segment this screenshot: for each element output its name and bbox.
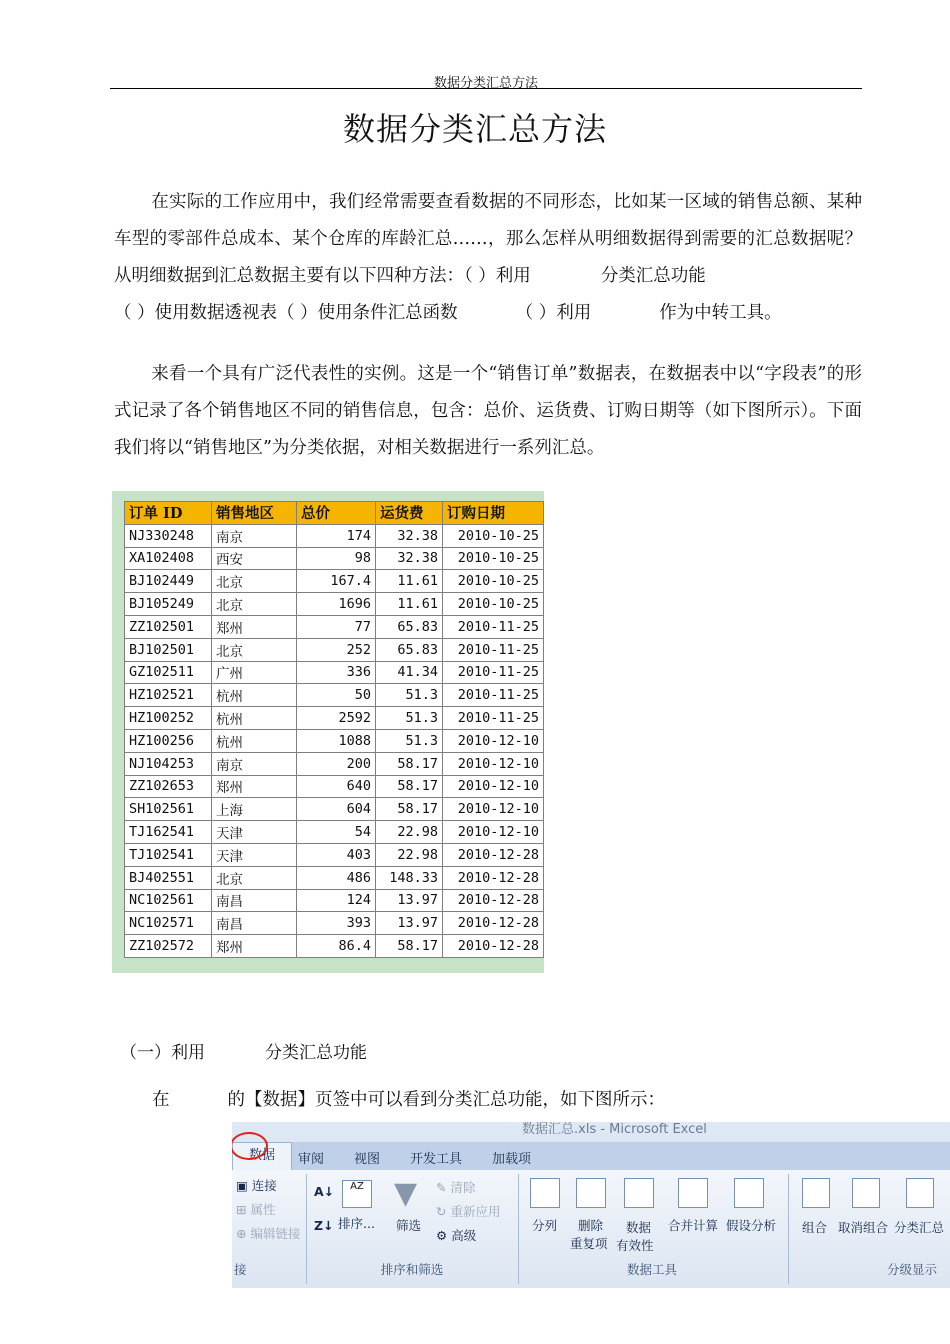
section-heading <box>120 1038 367 1063</box>
table-cell: 22.98 <box>376 843 443 866</box>
subtotal-icon <box>906 1178 934 1208</box>
connections-group-label: 接 <box>234 1262 247 1277</box>
table-row <box>125 547 544 570</box>
table-cell: HZ100252 <box>125 707 212 730</box>
tab-data[interactable]: 数据 <box>232 1142 292 1171</box>
table-cell: 2010-10-25 <box>443 547 544 570</box>
sales-order-table <box>124 501 544 958</box>
table-cell: 南京 <box>212 752 297 775</box>
table-cell: 上海 <box>212 798 297 821</box>
table-cell: 2010-12-10 <box>443 752 544 775</box>
table-cell: 13.97 <box>376 912 443 935</box>
table-cell: 2010-12-10 <box>443 775 544 798</box>
what-if-button[interactable]: 假设分析 <box>726 1218 777 1233</box>
table-cell: 22.98 <box>376 821 443 844</box>
table-cell: 65.83 <box>376 638 443 661</box>
table-cell: 54 <box>297 821 376 844</box>
table-cell: 1696 <box>297 593 376 616</box>
table-cell: 2010-12-28 <box>443 912 544 935</box>
outline-group-label: 分级显示 <box>886 1262 937 1277</box>
table-cell: 2010-12-28 <box>443 866 544 889</box>
group-separator <box>788 1174 789 1284</box>
table-cell: TJ162541 <box>125 821 212 844</box>
running-header: 数据分类汇总方法 <box>433 76 538 91</box>
table-cell: 486 <box>297 866 376 889</box>
remove-duplicates-icon <box>576 1178 606 1208</box>
table-cell: 11.61 <box>376 570 443 593</box>
table-cell: 58.17 <box>376 752 443 775</box>
paragraph-intro <box>114 184 862 332</box>
table-cell: BJ102501 <box>125 638 212 661</box>
table-cell: 2592 <box>297 707 376 730</box>
reapply-button[interactable]: ↻ 重新应用 <box>436 1204 501 1219</box>
table-row <box>125 638 544 661</box>
table-cell: 41.34 <box>376 661 443 684</box>
table-cell: 2010-12-10 <box>443 798 544 821</box>
table-cell: 2010-12-10 <box>443 729 544 752</box>
table-cell: ZZ102501 <box>125 615 212 638</box>
table-row <box>125 798 544 821</box>
section-heading-b: 分类汇总功能 <box>265 1043 367 1063</box>
table-cell: 郑州 <box>212 935 297 958</box>
table-cell: ZZ102653 <box>125 775 212 798</box>
table-cell: NC102571 <box>125 912 212 935</box>
table-cell: 200 <box>297 752 376 775</box>
data-tools-group-label: 数据工具 <box>626 1262 677 1277</box>
text-to-columns-button[interactable]: 分列 <box>532 1218 558 1233</box>
window-title: 数据汇总.xls - Microsoft Excel <box>522 1122 707 1137</box>
table-cell: 174 <box>297 524 376 547</box>
sort-filter-group-label: 排序和筛选 <box>380 1262 444 1277</box>
table-cell: 167.4 <box>297 570 376 593</box>
tab-addins[interactable]: 加载项 <box>492 1152 532 1167</box>
table-cell: 77 <box>297 615 376 638</box>
table-row <box>125 752 544 775</box>
ungroup-icon <box>852 1178 880 1208</box>
header-rule <box>110 88 862 89</box>
data-validation-label-2[interactable]: 有效性 <box>616 1238 654 1253</box>
table-cell: 51.3 <box>376 684 443 707</box>
text-to-columns-icon <box>530 1178 560 1208</box>
table-cell: 2010-12-28 <box>443 935 544 958</box>
table-cell: 65.83 <box>376 615 443 638</box>
document-title: 数据分类汇总方法 <box>342 110 607 148</box>
tab-developer[interactable]: 开发工具 <box>410 1152 463 1167</box>
advanced-button[interactable]: ⚙ 高级 <box>436 1228 477 1243</box>
table-cell: 32.38 <box>376 524 443 547</box>
table-body <box>125 524 544 957</box>
table-cell: 南京 <box>212 524 297 547</box>
table-cell: 2010-10-25 <box>443 570 544 593</box>
table-cell: 北京 <box>212 593 297 616</box>
table-cell: HZ100256 <box>125 729 212 752</box>
table-cell: 南昌 <box>212 912 297 935</box>
paragraph-example <box>114 356 862 467</box>
filter-icon: ▼ <box>394 1176 418 1211</box>
table-cell: 252 <box>297 638 376 661</box>
table-cell: 58.17 <box>376 935 443 958</box>
table-cell: 51.3 <box>376 729 443 752</box>
subtotal-button[interactable]: 分类汇总 <box>894 1220 945 1235</box>
sort-button[interactable]: 排序... <box>338 1216 375 1231</box>
table-cell: GZ102511 <box>125 661 212 684</box>
table-cell: HZ102521 <box>125 684 212 707</box>
section-intro-b: 的【数据】页签中可以看到分类汇总功能，如下图所示： <box>227 1090 665 1110</box>
table-cell: 2010-11-25 <box>443 707 544 730</box>
sort-desc-icon[interactable]: Z↓ <box>314 1218 334 1233</box>
column-header: 订单 ID <box>125 502 212 525</box>
column-header: 订购日期 <box>443 502 544 525</box>
table-cell: ZZ102572 <box>125 935 212 958</box>
column-header: 总价 <box>297 502 376 525</box>
table-row <box>125 661 544 684</box>
table-row <box>125 615 544 638</box>
connections-button[interactable]: ▣ 连接 <box>236 1178 277 1193</box>
group-icon <box>802 1178 830 1208</box>
ungroup-button[interactable]: 取消组合 <box>838 1220 889 1235</box>
table-row <box>125 729 544 752</box>
what-if-icon <box>734 1178 764 1208</box>
table-row <box>125 821 544 844</box>
section-intro <box>152 1086 665 1111</box>
table-cell: 天津 <box>212 821 297 844</box>
table-cell: 郑州 <box>212 615 297 638</box>
remove-dup-label-2[interactable]: 重复项 <box>570 1236 608 1251</box>
p1-text-b: 分类汇总功能 <box>600 266 706 286</box>
table-cell: 2010-11-25 <box>443 638 544 661</box>
table-cell: 南昌 <box>212 889 297 912</box>
table-cell: 杭州 <box>212 729 297 752</box>
group-separator <box>518 1174 519 1284</box>
table-cell: 2010-10-25 <box>443 524 544 547</box>
table-cell: 2010-11-25 <box>443 684 544 707</box>
data-validation-label-1[interactable]: 数据 <box>626 1220 652 1235</box>
table-cell: 58.17 <box>376 775 443 798</box>
table-cell: 58.17 <box>376 798 443 821</box>
sales-order-sheet-image <box>112 491 544 973</box>
data-validation-icon <box>624 1178 654 1208</box>
table-cell: 2010-12-28 <box>443 889 544 912</box>
table-cell: TJ102541 <box>125 843 212 866</box>
group-button[interactable]: 组合 <box>802 1220 828 1235</box>
table-cell: NJ330248 <box>125 524 212 547</box>
table-row <box>125 935 544 958</box>
p2-text: 来看一个具有广泛代表性的实例。这是一个“销售订单”数据表，在数据表中以“字段表”的形式记录了各个销售地区不同的销售信息，包含：总价、运货费、订购日期等（如下图所示）。下面我们将以“销售地区”为分类依据，对相关数据进行一系列汇总。 <box>114 364 862 458</box>
table-row <box>125 593 544 616</box>
group-separator <box>306 1174 307 1284</box>
table-cell: 西安 <box>212 547 297 570</box>
table-cell: SH102561 <box>125 798 212 821</box>
p1-text-d: （ ）利用 <box>515 303 592 323</box>
p1-text-a: 在实际的工作应用中，我们经常需要查看数据的不同形态，比如某一区域的销售总额、某种车型的零部件总成本、某个仓库的库龄汇总……，那么怎样从明细数据得到需要的汇总数据呢？从明细数据到汇总数据主要有以下四种方法：（ ）利用 <box>114 192 862 286</box>
excel-ribbon-screenshot <box>232 1122 950 1288</box>
properties-button[interactable]: ⊞ 属性 <box>236 1202 276 1217</box>
table-cell: XA102408 <box>125 547 212 570</box>
table-cell: 86.4 <box>297 935 376 958</box>
table-cell: 2010-11-25 <box>443 615 544 638</box>
table-row <box>125 524 544 547</box>
table-cell: 11.61 <box>376 593 443 616</box>
table-cell: 13.97 <box>376 889 443 912</box>
table-cell: 2010-11-25 <box>443 661 544 684</box>
filter-button[interactable]: 筛选 <box>396 1218 422 1233</box>
table-cell: 640 <box>297 775 376 798</box>
sort-asc-icon[interactable]: A↓ <box>314 1184 335 1199</box>
table-cell: 403 <box>297 843 376 866</box>
p1-text-c: （ ）使用数据透视表（ ）使用条件汇总函数 <box>114 303 458 323</box>
table-row <box>125 775 544 798</box>
table-cell: 北京 <box>212 638 297 661</box>
table-cell: 杭州 <box>212 684 297 707</box>
column-header: 销售地区 <box>212 502 297 525</box>
table-cell: 124 <box>297 889 376 912</box>
section-intro-a: 在 <box>152 1090 170 1110</box>
table-cell: 32.38 <box>376 547 443 570</box>
table-header-row <box>125 502 544 525</box>
consolidate-icon <box>678 1178 708 1208</box>
tab-review[interactable]: 审阅 <box>298 1152 325 1167</box>
table-cell: 2010-12-10 <box>443 821 544 844</box>
table-cell: 杭州 <box>212 707 297 730</box>
sort-dialog-icon: AZ <box>342 1180 372 1208</box>
table-cell: 51.3 <box>376 707 443 730</box>
table-cell: 北京 <box>212 866 297 889</box>
table-cell: 1088 <box>297 729 376 752</box>
table-row <box>125 570 544 593</box>
table-cell: 393 <box>297 912 376 935</box>
table-cell: 336 <box>297 661 376 684</box>
table-cell: BJ105249 <box>125 593 212 616</box>
ribbon-tabs <box>232 1142 950 1170</box>
p1-text-e: 作为中转工具。 <box>659 303 782 323</box>
table-row <box>125 843 544 866</box>
table-cell: 北京 <box>212 570 297 593</box>
table-row <box>125 912 544 935</box>
table-cell: 2010-12-28 <box>443 843 544 866</box>
table-cell: 604 <box>297 798 376 821</box>
consolidate-button[interactable]: 合并计算 <box>668 1218 719 1233</box>
table-cell: BJ102449 <box>125 570 212 593</box>
column-header: 运货费 <box>376 502 443 525</box>
table-cell: NJ104253 <box>125 752 212 775</box>
tab-view[interactable]: 视图 <box>354 1152 381 1167</box>
table-cell: 2010-10-25 <box>443 593 544 616</box>
table-row <box>125 707 544 730</box>
table-cell: 98 <box>297 547 376 570</box>
table-cell: NC102561 <box>125 889 212 912</box>
table-row <box>125 889 544 912</box>
table-cell: 郑州 <box>212 775 297 798</box>
table-row <box>125 866 544 889</box>
table-cell: 广州 <box>212 661 297 684</box>
table-cell: 天津 <box>212 843 297 866</box>
table-row <box>125 684 544 707</box>
edit-links-button[interactable]: ⊕ 编辑链接 <box>236 1226 301 1241</box>
table-cell: BJ402551 <box>125 866 212 889</box>
table-cell: 50 <box>297 684 376 707</box>
clear-button[interactable]: ✎ 清除 <box>436 1180 476 1195</box>
table-cell: 148.33 <box>376 866 443 889</box>
section-heading-a: （一）利用 <box>120 1043 205 1063</box>
remove-dup-label-1[interactable]: 删除 <box>578 1218 604 1233</box>
